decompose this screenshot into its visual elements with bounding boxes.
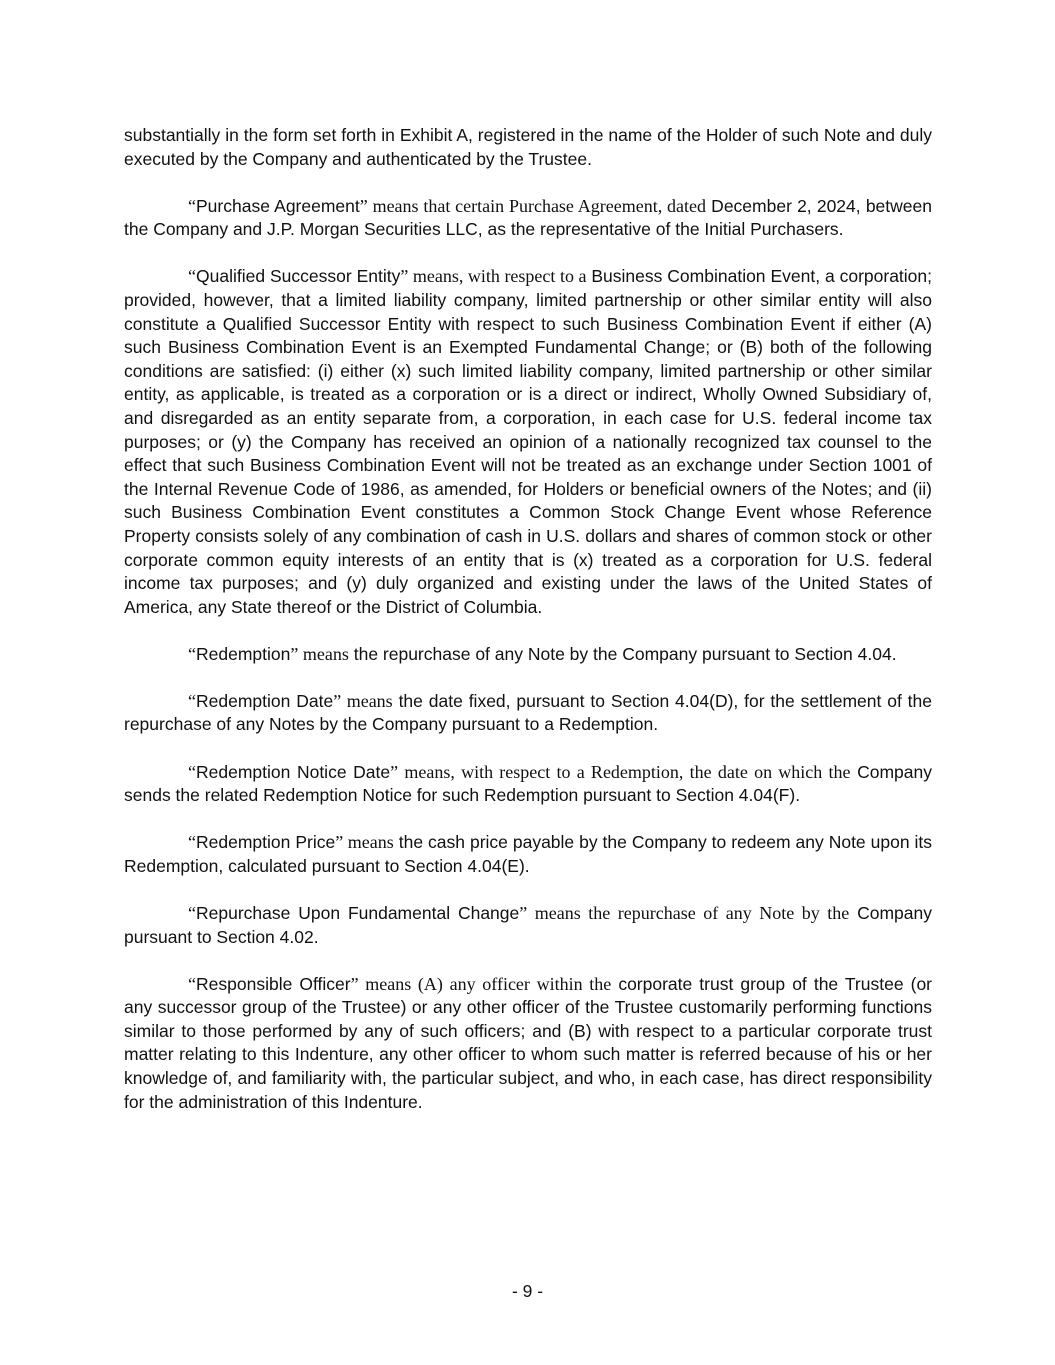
definition-repurchase-upon-fundamental-change [124,902,932,949]
definition-redemption [124,643,932,667]
definition-body: the date fixed, pursuant to Section 4.04(D), for the settlement of the repurchase of any Notes by the Company pursuant to a Redemption. [124,690,933,735]
open-quote: “ [188,266,196,287]
definition-redemption-notice-date [124,761,932,808]
definition-body: Company sends the related Redemption Notice for such Redemption pursuant to Section 4.04(F). [124,761,933,806]
close-quote: ” [390,761,399,782]
continuation-paragraph: substantially in the form set forth in Exhibit A, registered in the name of the Holder of such Note and duly executed by the Company and authenticated by the Trustee. [124,125,932,169]
close-quote: ” [359,195,368,216]
open-quote: “ [188,195,196,216]
means-phrase: means [298,643,349,664]
definition-body: Company pursuant to Section 4.02. [124,902,933,947]
open-quote: “ [188,832,196,853]
open-quote: “ [188,761,196,782]
definition-purchase-agreement [124,195,932,242]
document-body [124,124,932,1138]
definition-qualified-successor-entity [124,265,932,619]
open-quote: “ [188,690,196,711]
definition-body: corporate trust group of the Trustee (or any successor group of the Trustee) or any other officer of the Trustee customarily performing functions similar to those performed by any of such officers; and (B) with respect to a particular corporate trust matter relating to this Indenture, any other officer to whom such matter is referred because of his or her knowledge of, and familiarity with, the particular subject, and who, in each case, has direct responsibility for the administration of this Indenture. [124,973,933,1112]
open-quote: “ [188,902,196,923]
defined-term: Redemption [196,643,291,664]
close-quote: ” [350,973,359,994]
means-phrase: means [343,832,394,853]
defined-term: Redemption Date [196,690,334,711]
means-phrase: means that certain Purchase Agreement, dated [367,195,706,216]
defined-term: Responsible Officer [196,973,351,994]
defined-term: Qualified Successor Entity [196,266,401,287]
defined-term: Purchase Agreement [196,195,360,216]
close-quote: ” [335,832,344,853]
definition-redemption-date [124,690,932,737]
means-phrase: means (A) any officer within the [358,973,612,994]
means-phrase: means [341,690,393,711]
close-quote: ” [400,266,409,287]
definition-body: December 2, 2024, between the Company and J.P. Morgan Securities LLC, as the representative of the Initial Purchasers. [124,195,932,240]
definition-body: Business Combination Event, a corporation; provided, however, that a limited liability company, limited partnership or other similar entity will also constitute a Qualified Successor Entity with respect to such Business Combination Event if either (A) such Business Combination Event is an Exempted Fundamental Change; or (B) both of the following conditions are satisfied: (i) either (x) such limited liability company, limited partnership or other similar entity, as applicable, is treated as a corporation or is a direct or indirect, Wholly Owned Subsidiary of, and disregarded as an entity separate from, a corporation, in each case for U.S. federal income tax purposes; or (y) the Company has received an opinion of a nationally recognized tax counsel to the effect that such Business Combination Event will not be treated as an exchange under Section 1001 of the Internal Revenue Code of 1986, as amended, for Holders or beneficial owners of the Notes; and (ii) such Business Combination Event constitutes a Common Stock Change Event whose Reference Property consists solely of any combination of cash in U.S. dollars and shares of common stock or other corporate common equity interests of an entity that is (x) treated as a corporation for U.S. federal income tax purposes; and (y) duly organized and existing under the laws of the United States of America, any State thereof or the District of Columbia. [124,266,932,617]
definition-redemption-price [124,831,932,878]
page-number: - 9 - [511,1281,544,1301]
definition-responsible-officer [124,973,932,1115]
defined-term: Redemption Price [196,832,336,853]
defined-term: Repurchase Upon Fundamental Change [196,902,520,923]
definition-body: the cash price payable by the Company to redeem any Note upon its Redemption, calculated pursuant to Section 4.04(E). [124,832,933,876]
open-quote: “ [188,643,196,664]
close-quote: ” [290,643,299,664]
defined-term: Redemption Notice Date [196,761,391,782]
close-quote: ” [519,902,528,923]
definition-body: the repurchase of any Note by the Company pursuant to Section 4.04. [348,643,897,664]
open-quote: “ [188,973,196,994]
means-phrase: means, with respect to a Redemption, the date on which the [398,761,851,782]
close-quote: ” [333,690,342,711]
means-phrase: means, with respect to a [408,266,587,287]
means-phrase: means the repurchase of any Note by the [527,902,850,923]
